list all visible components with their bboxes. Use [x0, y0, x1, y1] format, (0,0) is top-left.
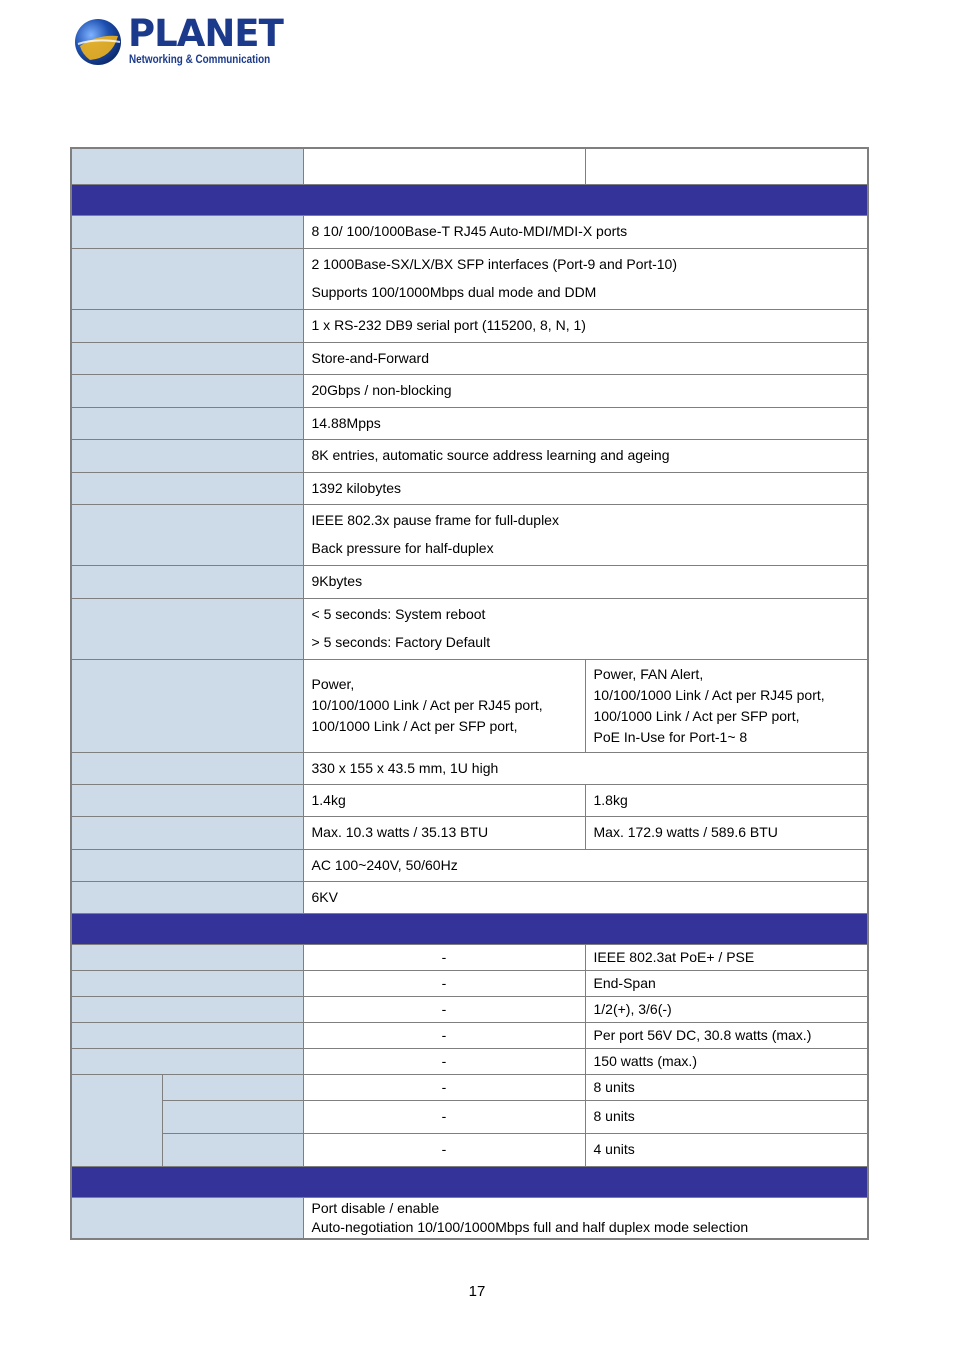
esd-protection-value: 6KV: [303, 881, 868, 913]
led-b-line-1: Power, FAN Alert,: [593, 665, 704, 682]
section-bar-layer2: [71, 1166, 868, 1197]
console-value: 1 x RS-232 DB9 serial port (115200, 8, N, 1): [303, 309, 868, 342]
section-bar-poe: [71, 913, 868, 944]
table-row: [71, 659, 868, 752]
table-row: [71, 215, 868, 248]
poe-output-model-a: -: [303, 1022, 585, 1048]
poe-standard-model-a: -: [303, 944, 585, 970]
poe-output-model-b: Per port 56V DC, 30.8 watts (max.): [585, 1022, 868, 1048]
poe-units-1-model-b: 8 units: [585, 1074, 868, 1100]
dimensions-value: 330 x 155 x 43.5 mm, 1U high: [303, 752, 868, 784]
brand-name: PLANET: [128, 12, 283, 55]
power-consumption-model-a: Max. 10.3 watts / 35.13 BTU: [303, 816, 585, 849]
reset-line-2: > 5 seconds: Factory Default: [311, 634, 491, 650]
buffer-value: 1392 kilobytes: [303, 472, 868, 504]
led-a-line-2: 10/100/1000 Link / Act per RJ45 port,: [311, 697, 543, 713]
table-row: [71, 374, 868, 407]
table-row: [71, 752, 868, 784]
poe-units-3-model-b: 4 units: [585, 1133, 868, 1166]
table-row: [71, 248, 868, 309]
table-row: [71, 504, 868, 565]
poe-standard-model-b: IEEE 802.3at PoE+ / PSE: [585, 944, 868, 970]
reset-button-value: [303, 598, 868, 659]
table-header-row: [71, 148, 868, 184]
table-row: [71, 996, 868, 1022]
poe-units-2-model-b: 8 units: [585, 1100, 868, 1133]
poe-budget-model-b: 150 watts (max.): [585, 1048, 868, 1074]
section-bar-hardware: [71, 184, 868, 215]
table-row: [71, 784, 868, 816]
port-cfg-line-2: Auto-negotiation 10/100/1000Mbps full and half duplex mode selection: [311, 1218, 749, 1235]
throughput-value: 14.88Mpps: [303, 407, 868, 439]
power-requirement-value: AC 100~240V, 50/60Hz: [303, 849, 868, 881]
header-label-cell: [71, 148, 303, 184]
table-row: [71, 342, 868, 374]
switch-architecture-value: Store-and-Forward: [303, 342, 868, 374]
jumbo-frame-value: 9Kbytes: [303, 565, 868, 598]
sfp-line-1: 2 1000Base-SX/LX/BX SFP interfaces (Port-9 and Port-10): [311, 256, 677, 272]
table-row: [71, 439, 868, 472]
globe-icon: [72, 16, 124, 68]
table-row: [71, 970, 868, 996]
poe-ability-group-label: [71, 1074, 162, 1166]
table-row: [71, 309, 868, 342]
ports-value: 8 10/ 100/1000Base-T RJ45 Auto-MDI/MDI-X ports: [303, 215, 868, 248]
header-model-a-cell: [303, 148, 585, 184]
table-row: [71, 849, 868, 881]
poe-pin-model-b: 1/2(+), 3/6(-): [585, 996, 868, 1022]
table-row: [71, 944, 868, 970]
power-consumption-model-b: Max. 172.9 watts / 589.6 BTU: [585, 816, 868, 849]
flow-line-1: IEEE 802.3x pause frame for full-duplex: [311, 512, 559, 528]
weight-value-model-a: 1.4kg: [303, 784, 585, 816]
page-number: 17: [468, 1283, 486, 1300]
led-b-line-4: PoE In-Use for Port-1~ 8: [593, 728, 748, 745]
table-row: [71, 1048, 868, 1074]
reset-line-1: < 5 seconds: System reboot: [311, 606, 486, 622]
poe-type-model-b: End-Span: [585, 970, 868, 996]
table-row: [71, 598, 868, 659]
led-value-model-b: [585, 659, 868, 752]
brand-tagline: Networking & Communication: [129, 54, 271, 66]
port-configuration-value: [303, 1197, 868, 1239]
port-cfg-line-1: Port disable / enable: [311, 1199, 440, 1216]
table-row: [71, 1022, 868, 1048]
table-row: [71, 1074, 868, 1100]
planet-logo: [72, 12, 283, 70]
weight-value-model-b: 1.8kg: [585, 784, 868, 816]
mac-table-value: 8K entries, automatic source address learning and ageing: [303, 439, 868, 472]
table-row: [71, 1100, 868, 1133]
poe-type-model-a: -: [303, 970, 585, 996]
led-value-model-a: [303, 659, 585, 752]
poe-budget-model-a: -: [303, 1048, 585, 1074]
spec-table: [70, 147, 869, 1240]
sfp-line-2: Supports 100/1000Mbps dual mode and DDM: [311, 284, 597, 300]
poe-units-2-model-a: -: [303, 1100, 585, 1133]
table-row: [71, 1133, 868, 1166]
table-row: [71, 407, 868, 439]
table-row: [71, 881, 868, 913]
switch-fabric-value: 20Gbps / non-blocking: [303, 374, 868, 407]
flow-control-value: [303, 504, 868, 565]
table-row: [71, 565, 868, 598]
led-b-line-2: 10/100/1000 Link / Act per RJ45 port,: [593, 686, 825, 703]
poe-pin-model-a: -: [303, 996, 585, 1022]
poe-units-3-model-a: -: [303, 1133, 585, 1166]
flow-line-2: Back pressure for half-duplex: [311, 540, 494, 556]
header-model-b-cell: [585, 148, 868, 184]
led-b-line-3: 100/1000 Link / Act per SFP port,: [593, 707, 800, 724]
led-a-line-3: 100/1000 Link / Act per SFP port,: [311, 718, 518, 734]
table-row: [71, 816, 868, 849]
sfp-value: [303, 248, 868, 309]
led-a-line-1: Power,: [311, 676, 355, 692]
table-row: [71, 472, 868, 504]
table-row: [71, 1197, 868, 1239]
poe-units-1-model-a: -: [303, 1074, 585, 1100]
